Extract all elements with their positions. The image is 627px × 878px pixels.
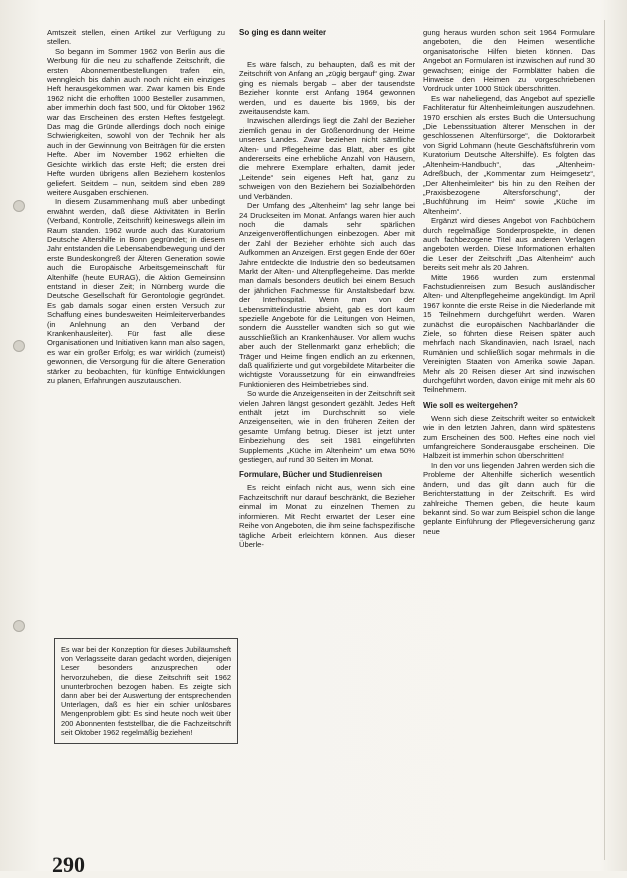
binder-hole: [13, 340, 25, 352]
boxed-note-text: Es war bei der Konzeption für dieses Jubiläumsheft von Verlagsseite daran gedacht worden, diejenigen Leser besonders anzusprechen oder hervorzuheben, die diese Zeitschrift seit 1962 ununterbrochen bezogen haben. Es zeigte sich dann aber bei der Auswertung der entsprechenden Unterlagen, daß es hier ein schier unlösbares Mengenproblem gibt: Es sind heute noch weit über 200 Abonnenten feststellbar, die die Fachzeitschrift seit Oktober 1962 regelmäßig beziehen!: [61, 645, 231, 737]
paragraph: In den vor uns liegenden Jahren werden sich die Probleme der Altenhilfe sicherlich wesentlich ändern, und das gilt dann auch für die Berichterstattung in der Zeitschrift. Es wird zahlreiche Themen geben, die heute kaum bekannt sind. So war zum Beispiel schon die lange geplante Einführung der Pflegeversicherung ganz neue: [423, 460, 595, 536]
binder-hole: [13, 620, 25, 632]
paragraph: Es reicht einfach nicht aus, wenn sich eine Fachzeitschrift nur darauf beschränkt, die Bezieher einmal im Monat zu einzelnen Themen zu informieren. Mit Recht erwartet der Leser eine Reihe von Angeboten, die ihm seine fachspezifische tägliche Arbeit erleichtern können. Aus dieser Überle-: [239, 483, 415, 549]
column-left: [47, 28, 225, 385]
column-right: [423, 28, 595, 536]
binder-hole: [13, 200, 25, 212]
paragraph: Mitte 1966 wurden zum erstenmal Fachstudienreisen zum Besuch ausländischer Alten- und Altenpflegeheime angekündigt. Im April 1967 konnte die erste Reise in die Niederlande mit 15 Teilnehmern durchgeführt werden. Waren zunächst die europäischen Nachbarländer die Ziele, so führten diese Reisen später auch mehrfach nach Skandinavien, nach Israel, nach Rumänien und schließlich sogar mehrmals in die Vereinigten Staaten von Amerika sowie Japan. Mehr als 20 Reisen dieser Art sind inzwischen durchgeführt worden, davon einige mit mehr als 60 Teilnehmern.: [423, 272, 595, 395]
section-heading: Wie soll es weitergehen?: [423, 400, 519, 410]
paragraph: gung heraus wurden schon seit 1964 Formulare angeboten, die den Heimen wesentliche organisatorische Hilfen bieten können. Das Angebot an Formularen ist inzwischen auf rund 30 gewachsen; einige der Formblätter haben die Hinweise den Heimen zu vorgeschriebenen Vordruck unter 1000 Stück überschritten.: [423, 28, 595, 94]
paragraph: Inzwischen allerdings liegt die Zahl der Bezieher ziemlich genau in der Größenordnung der Heime unseres Landes. Zwar beziehen nicht sämtliche Alten- und Pflegeheime das Blatt, aber es gibt andererseits eine erhebliche Anzahl von Häusern, die mehrere Exemplare erhalten, damit jeder „Leitende“ sein eigenes Heft hat, ganz zu schweigen von den Beziehern bei Sozialbehörden und Verbänden.: [239, 116, 415, 201]
paragraph: So wurde die Anzeigenseiten in der Zeitschrift seit vielen Jahren längst gesondert gezählt. Jedes Heft enthält jetzt im Durchschnitt so viele Anzeigenseiten, wie in den früheren Zeiten der gesamte Umfang betrug. Dieser ist jetzt unter Einbeziehung des seit 1981 eingeführten Supplements „Küche im Altenheim“ um etwa 50% gestiegen, auf rund 30 Seiten im Monat.: [239, 389, 415, 465]
paragraph: Der Umfang des „Altenheim“ lag sehr lange bei 24 Druckseiten im Monat. Anfangs waren hier auch noch die damals sehr spärlichen Anzeigenveröffentlichungen einbezogen. Aber mit der Zahl der Bezieher erhöhte sich auch das Aufkommen an Anzeigen. Erst gegen Ende der 60er Jahre entdeckte die Industrie den so bedeutsamen Markt der Alten- und Altenpflegeheime. Das merkte man damals besonders deutlich bei einem Besuch der jährlichen Fachmesse für Anstaltsbedarf bzw. der Interhospital. Wenn man von der Lebensmittelindustrie absieht, gab es dort kaum spezielle Angebote für die Leitungen von Heimen, sondern die Aussteller wandten sich so gut wie ausschließlich an Krankenhäuser. Vor allem wuchs aber auch der Stellenmarkt ganz erheblich; die Träger und Heime fingen endlich an zu erkennen, daß qualifizierte und gut vorgebildete Mitarbeiter die wichtigste Voraussetzung für ein einwandfreies Funktionieren des Heimbetriebes sind.: [239, 201, 415, 389]
page-edge-shadow: [604, 20, 605, 860]
section-heading: So ging es dann weiter: [239, 28, 327, 37]
section-heading: Formulare, Bücher und Studienreisen: [239, 470, 383, 480]
column-middle: [239, 60, 415, 549]
paragraph: Es wäre falsch, zu behaupten, daß es mit der Zeitschrift von Anfang an „zügig bergauf“ ging. Zwar ging es niemals bergab – aber der tausendste Bezieher konnte erst Anfang 1964 gewonnen werden, und es dauerte bis 1969, bis der zweitausendste kam.: [239, 60, 415, 117]
boxed-note: [54, 638, 238, 744]
paragraph: Amtszeit stellen, einen Artikel zur Verfügung zu stellen.: [47, 28, 225, 47]
paragraph: So begann im Sommer 1962 von Berlin aus die Werbung für die neu zu schaffende Zeitschrift, die ersten Abonnementbestellungen trafen ein, wenngleich bis dahin auch noch nicht ein einziges Heft herausgekommen war. Zwar kamen bis Ende 1962 nicht die erhofften 1000 Besteller zusammen, aber immerhin doch fast 500, und für Oktober 1962 war das Erscheinen des ersten Heftes festgelegt. Das mag die Gründe allerdings doch noch einige Schwierigkeiten, sowohl von der Technik her als auch in der Gewinnung von Beiträgen für die ersten Hefte. Aber im November 1962 erhielten die Gesichte wirklich das erste Heft; die ersten drei Hefte wurden übrigens allen Beziehern kostenlos geliefert. Seitdem – nun, seitdem sind eben 289 weitere Ausgaben erschienen.: [47, 46, 225, 197]
page-number: 290: [52, 852, 85, 877]
paragraph: Wenn sich diese Zeitschrift weiter so entwickelt wie in den letzten Jahren, dann wird spätestens zum Erscheinen des 500. Heftes eine noch viel umfangreichere Sonderausgabe erscheinen. Die Halbzeit ist immerhin schon überschritten!: [423, 413, 595, 461]
paragraph: Ergänzt wird dieses Angebot von Fachbüchern durch regelmäßige Sonderprospekte, in denen auch fachbezogene Titel aus anderen Verlagen angeboten werden. Diese Informationen erhalten die Leser der Zeitschrift „Das Altenheim“ auch bereits seit mehr als 20 Jahren.: [423, 216, 595, 273]
paragraph: Es war naheliegend, das Angebot auf spezielle Fachliteratur für Altenheimleitungen auszudehnen. 1970 erschien als erstes Buch die Untersuchung „Die Lebenssituation älterer Menschen in der geschlossenen Altenfürsorge“, die Doktorarbeit von Sigrid Lohmann (heute Geschäftsführerin vom Kuratorium Deutsche Altershilfe). Es folgten das „Altenheim-Handbuch“, das „Altenheim-Adreßbuch, der „Kommentar zum Heimgesetz“, „Der Altenheimleiter“ bis hin zu den Reihen der „Praxisbezogene Altersforschung“, der „Buchführung im Heim“ sowie „Küche im Altenheim“.: [423, 93, 595, 216]
paragraph: In diesem Zusammenhang muß aber unbedingt erwähnt werden, daß diese Aktivitäten in Berlin (Verband, Kontrolle, Zeitschrift) keineswegs allein im Raum standen. 1962 wurde auch das Kuratorium Deutsche Altershilfe in Bonn gegründet; in diesem Jahr entstanden die Lebensabendbewegung und der erste Bundeskongreß der Älteren Generation sowie auch die Europäische Arbeitsgemeinschaft für Altenhilfe (heute EURAG), die Aktion Gemeinsinn entstand in dieser Zeit; in Nürnberg wurde die Deutsche Gesellschaft für Gerontologie gegründet. Es gab damals sogar einen ersten Versuch zur Schaffung eines bundesweiten Heimleiterverbandes (in Anlehnung an den Verband der Krankenhausleiter). Für fast alle diese Organisationen und Initiativen kann man also sagen, es war ein großer Erfolg; es war wirklich (zumeist) gewonnen, die Versorgung für die ältere Generation stärker zu beobachten, für künftige Entwicklungen zu planen, Erfahrungen auszutauschen.: [47, 197, 225, 386]
